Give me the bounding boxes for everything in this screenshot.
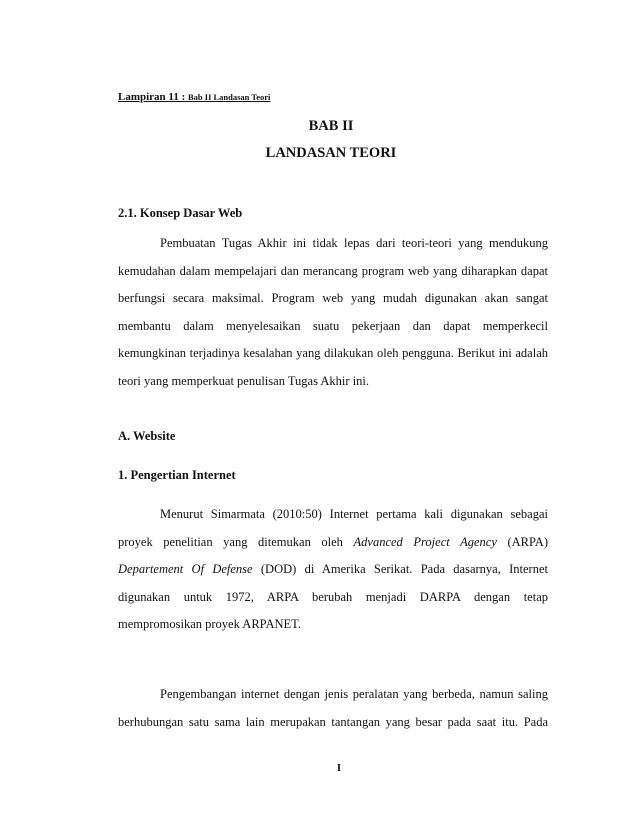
paragraph-line: membantu dalam menyelesaikan suatu pekerjaan dan dapat memperkecil	[118, 318, 548, 333]
section-heading-pengertian-internet: 1. Pengertian Internet	[118, 468, 236, 482]
paragraph-line: mempromosikan proyek ARPANET.	[118, 617, 301, 632]
paragraph-line	[118, 529, 548, 557]
text-segment: proyek penelitian yang ditemukan oleh	[118, 534, 354, 549]
paragraph-line: teori yang memperkuat penulisan Tugas Akhir ini.	[118, 373, 370, 388]
paragraph-line: Menurut Simarmata (2010:50) Internet pertama kali digunakan sebagai	[160, 507, 548, 521]
text-segment: (DOD) di Amerika Serikat. Pada dasarnya, Internet	[252, 562, 548, 577]
chapter-title: BAB II	[308, 118, 354, 134]
paragraph-pengembangan-internet	[118, 681, 548, 736]
paragraph-line: digunakan untuk 1972, ARPA berubah menjadi DARPA dengan tetap	[118, 589, 548, 604]
paragraph-line: berhubungan satu sama lain merupakan tantangan yang besar pada saat itu. Pada	[118, 714, 548, 729]
paragraph-line: kemungkinan terjadinya kesalahan yang dilakukan oleh pengguna. Berikut ini adalah	[118, 346, 548, 361]
section-heading-website: A. Website	[118, 429, 176, 443]
emphasis-text: Departement Of Defense	[118, 562, 253, 577]
text-segment: (ARPA)	[496, 534, 548, 549]
paragraph-line: kemudahan dalam mempelajari dan merancang program web yang diharapkan dapat	[118, 263, 548, 278]
paragraph-konsep-dasar-web	[118, 230, 548, 396]
paragraph-line: Pengembangan internet dengan jenis peralatan yang berbeda, namun saling	[160, 687, 548, 701]
page-number: I	[336, 762, 342, 774]
paragraph-line	[118, 556, 548, 584]
lampiran-subtitle: Bab II Landasan Teori	[187, 92, 271, 102]
chapter-subtitle: LANDASAN TEORI	[265, 145, 397, 161]
lampiran-main: Lampiran 11 :	[118, 91, 186, 103]
section-heading-2-1: 2.1. Konsep Dasar Web	[118, 206, 243, 220]
paragraph-line: berfungsi secara maksimal. Program web yang mudah digunakan akan sangat	[118, 291, 548, 306]
lampiran-label	[118, 91, 270, 103]
emphasis-text: Advanced Project Agency	[353, 534, 497, 549]
paragraph-line: Pembuatan Tugas Akhir ini tidak lepas dari teori-teori yang mendukung	[160, 236, 548, 250]
paragraph-pengertian-internet	[118, 501, 548, 639]
